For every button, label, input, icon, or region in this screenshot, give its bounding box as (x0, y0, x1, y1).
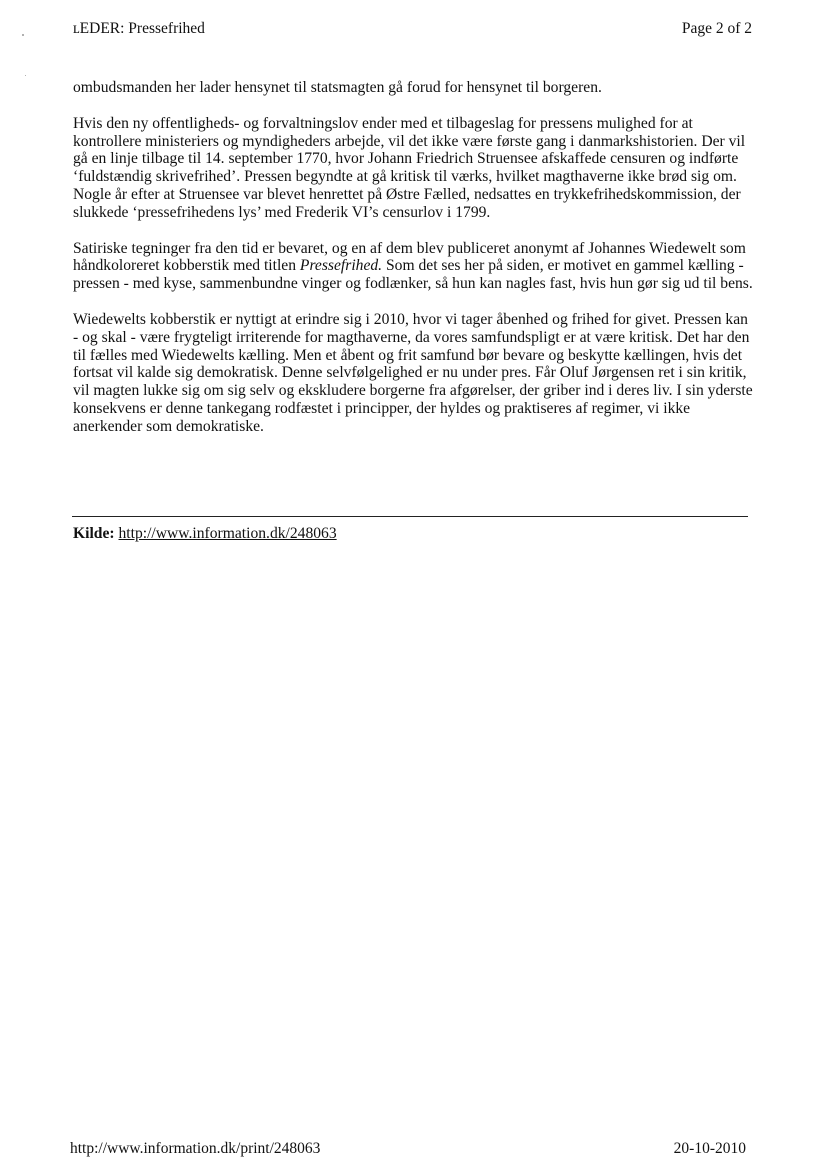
footer-url: http://www.information.dk/print/248063 (70, 1140, 321, 1157)
artwork-title: Pressefrihed. (299, 257, 383, 275)
scan-speck (25, 75, 26, 76)
paragraph-3-text-end: Som det ses her på siden, er motivet en gammel kælling - pressen - med kyse, sammenbundne vinger og fodlænker, så hun kan nagles fast, hvis hun gør sig ud til bens. (73, 257, 753, 293)
article-body (73, 79, 753, 454)
article-paragraph-1: ombudsmanden her lader hensynet til statsmagten gå forud for hensynet til borgeren. (73, 79, 602, 96)
source-label: Kilde: (73, 525, 115, 542)
divider (72, 516, 748, 517)
scan-speck (22, 34, 24, 36)
paragraph-3-text-start: Satiriske tegninger fra den tid er bevaret, og en af dem blev publiceret anonymt af Johannes Wiedewelt som håndkoloreret kobberstik med titlen (73, 239, 746, 275)
article-paragraph-3 (73, 240, 753, 293)
source-link[interactable]: http://www.information.dk/248063 (118, 525, 337, 542)
article-paragraph-4: Wiedewelts kobberstik er nyttigt at erindre sig i 2010, hvor vi tager åbenhed og frihed for givet. Pressen kan - og skal - være frygteligt irriterende for magthaverne, da vores samfundspligt er at være kritisk. Det har den til fælles med Wiedewelts kælling. Men et åbent og frit samfund bør bevare og beskytte kællingen, hvis det fortsat vil kalde sig demokratisk. Denne selvfølgelighed er nu under pres. Får Oluf Jørgensen ret i sin kritik, vil magten lukke sig om sig selv og ekskludere borgerne fra afgørelser, der griber ind i deres liv. I sin yderste konsekvens er denne tankegang rodfæstet i principper, der hyldes og praktiseres af regimer, vi ikke anerkender som demokratiske. (73, 310, 753, 435)
source-line (73, 525, 337, 543)
page-number: Page 2 of 2 (681, 20, 752, 37)
article-paragraph-2: Hvis den ny offentligheds- og forvaltningslov ender med et tilbageslag for pressens mulighed for at kontrollere ministeriers og myndigheders arbejde, vil det ikke være første gang i danmarkshistorien. Der vil gå en linje tilbage til 14. september 1770, hvor Johann Friedrich Struensee afskaffede censuren og indførte ‘fuldstændig skrivefrihed’. Pressen begyndte at gå kritisk til værks, hvilket magthaverne ikke brød sig om. Nogle år efter at Struensee var blevet henrettet på Østre Fælled, nedsattes en trykkefrihedskommission, der slukkede ‘pressefrihedens lys’ med Frederik VI’s censurlov i 1799. (73, 114, 746, 221)
footer-date: 20-10-2010 (673, 1140, 746, 1157)
header-title: ʟEDER: Pressefrihed (73, 20, 205, 37)
